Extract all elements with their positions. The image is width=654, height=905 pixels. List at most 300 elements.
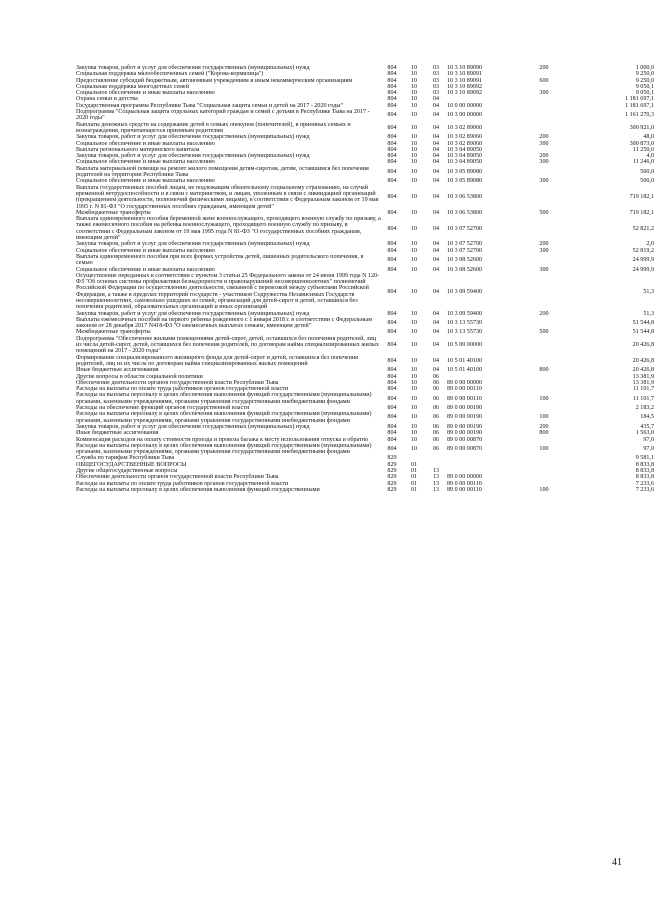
row-vr-code: 200 bbox=[539, 134, 549, 141]
row-sum: 48,0 bbox=[643, 134, 654, 141]
row-pr-code: 10 bbox=[410, 178, 418, 185]
row-sum: 2 183,2 bbox=[635, 405, 654, 412]
table-row bbox=[76, 216, 654, 241]
row-name: Расходы на выплаты персоналу в целях обеспечения выполнения функций государственными (муниципальными) органами, казенными учреждениями, органами управления государственными внебюджетными фондами bbox=[76, 392, 372, 405]
row-csr-code: 89 0 00 00190 bbox=[447, 423, 483, 430]
row-csr-code: 10 3 07 52700 bbox=[447, 225, 483, 232]
row-sum: 184,5 bbox=[640, 414, 654, 421]
row-ps-code: 06 bbox=[432, 405, 440, 412]
row-ps-code: 04 bbox=[432, 153, 440, 160]
row-pr-code: 10 bbox=[410, 168, 418, 175]
row-sum: 7 233,6 bbox=[635, 486, 654, 493]
table-row bbox=[76, 487, 654, 493]
row-pr-code: 10 bbox=[410, 357, 418, 364]
row-sum: 24 999,9 bbox=[632, 266, 654, 273]
row-vr-code bbox=[527, 216, 561, 241]
row-csr-code: 10 5 00 00000 bbox=[447, 342, 483, 349]
row-ps-code: 04 bbox=[432, 124, 440, 131]
row-csr-code: 10 3 10 89092 bbox=[447, 90, 483, 97]
row-csr-code: 10 3 05 89080 bbox=[447, 168, 483, 175]
row-vr-code: 200 bbox=[539, 241, 549, 248]
row-name: Расходы на выплаты персоналу в целях обеспечения выполнения функций государственными (муниципальными) органами, казенными учреждениями, органами управления государственными внебюджетными фондами bbox=[76, 411, 372, 424]
row-rz-code: 804 bbox=[387, 124, 397, 131]
row-pr-code: 10 bbox=[410, 194, 418, 201]
row-ps-code: 06 bbox=[432, 414, 440, 421]
row-pr-code: 10 bbox=[410, 342, 418, 349]
row-sum: 500,0 bbox=[640, 178, 654, 185]
row-vr-code: 200 bbox=[539, 310, 549, 317]
row-sum: 11 246,0 bbox=[632, 159, 654, 166]
row-ps-code: 04 bbox=[432, 257, 440, 264]
row-sum: 500,0 bbox=[640, 168, 654, 175]
row-sum: 51 544,8 bbox=[632, 329, 654, 336]
row-pr-code: 10 bbox=[410, 159, 418, 166]
row-ps-code: 06 bbox=[432, 423, 440, 430]
row-rz-code: 804 bbox=[387, 320, 397, 327]
row-name: Социальная поддержка многодетных семей bbox=[76, 83, 189, 90]
row-name: Социальное обеспечение и иные выплаты населению bbox=[76, 247, 215, 254]
row-pr-code: 10 bbox=[410, 247, 418, 254]
row-ps-code: 06 bbox=[432, 373, 440, 380]
row-rz-code: 804 bbox=[387, 310, 397, 317]
row-csr-code: 89 0 00 00870 bbox=[447, 436, 483, 443]
row-rz-code: 804 bbox=[387, 379, 397, 386]
row-csr-code: 10 3 02 89060 bbox=[447, 124, 483, 131]
row-ps-code: 03 bbox=[432, 77, 440, 84]
row-rz-code: 804 bbox=[387, 373, 397, 380]
row-rz-code: 829 bbox=[387, 468, 397, 474]
row-name: Закупка товаров, работ и услуг для обеспечения государственных (муниципальных) нужд bbox=[76, 310, 310, 317]
row-name: Формирование специализированного жилищного фонда для детей-сирот и детей, оставшихся без попечения родителей, лиц из их числа по договорам найма специализированных жилых помещений bbox=[76, 354, 358, 367]
row-ps-code: 13 bbox=[432, 486, 440, 493]
row-csr-code: 89 0 00 00190 bbox=[447, 414, 483, 421]
row-csr-code: 10 3 07 52700 bbox=[447, 247, 483, 254]
row-name: Выплата регионального материнского капитала bbox=[76, 146, 200, 153]
row-sum: 8 833,8 bbox=[635, 461, 654, 468]
row-vr-code bbox=[527, 109, 561, 122]
row-ps-code: 04 bbox=[432, 225, 440, 232]
row-pr-code: 10 bbox=[410, 153, 418, 160]
row-vr-code: 300 bbox=[539, 159, 549, 166]
row-pr-code: 10 bbox=[410, 329, 418, 336]
row-sum: 51,3 bbox=[643, 288, 654, 295]
row-csr-code: 89 0 00 00000 bbox=[447, 379, 483, 386]
row-ps-code: 04 bbox=[432, 140, 440, 147]
row-csr-code: 10 3 10 89091 bbox=[447, 77, 483, 84]
row-name: Социальное обеспечение и иные выплаты населению bbox=[76, 140, 215, 147]
row-rz-code: 804 bbox=[387, 430, 397, 437]
table-row bbox=[76, 317, 654, 330]
table-row bbox=[76, 185, 654, 210]
row-csr-code: 10 3 10 89091 bbox=[447, 71, 483, 78]
row-csr-code: 10 3 10 89090 bbox=[447, 65, 483, 71]
row-pr-code: 10 bbox=[410, 96, 418, 103]
row-sum: 8 833,8 bbox=[635, 468, 654, 474]
row-sum: 8 833,8 bbox=[635, 474, 654, 481]
row-name: Обеспечение деятельности органов государственной власти Республики Тыва bbox=[76, 379, 279, 386]
row-sum: 1 000,0 bbox=[635, 65, 654, 71]
row-vr-code bbox=[527, 355, 561, 368]
row-name: Социальное обеспечение и иные выплаты населению bbox=[76, 266, 215, 273]
row-sum: 20 426,8 bbox=[632, 357, 654, 364]
row-pr-code: 10 bbox=[410, 373, 418, 380]
row-rz-code: 804 bbox=[387, 178, 397, 185]
row-vr-code bbox=[527, 254, 561, 267]
row-csr-code: 10 3 06 53800 bbox=[447, 194, 483, 201]
row-vr-code: 200 bbox=[539, 65, 549, 71]
row-pr-code: 10 bbox=[410, 90, 418, 97]
row-vr-code: 200 bbox=[539, 153, 549, 160]
row-pr-code: 10 bbox=[410, 83, 418, 90]
row-csr-code: 10 3 06 53800 bbox=[447, 209, 483, 216]
row-name: Иные бюджетные ассигнования bbox=[76, 367, 159, 374]
row-pr-code: 10 bbox=[410, 241, 418, 248]
row-sum: 9 250,0 bbox=[635, 71, 654, 78]
row-rz-code: 804 bbox=[387, 367, 397, 374]
row-ps-code: 04 bbox=[432, 367, 440, 374]
row-pr-code: 10 bbox=[410, 430, 418, 437]
row-sum: 52 819,2 bbox=[632, 247, 654, 254]
row-rz-code: 804 bbox=[387, 71, 397, 78]
row-sum: 13 381,9 bbox=[632, 379, 654, 386]
row-sum: 7 233,6 bbox=[635, 480, 654, 487]
row-vr-code: 100 bbox=[539, 414, 549, 421]
row-ps-code: 13 bbox=[432, 480, 440, 487]
row-sum: 1 161 270,3 bbox=[625, 112, 654, 119]
row-pr-code: 10 bbox=[410, 379, 418, 386]
row-name: ОБЩЕГОСУДАРСТВЕННЫЕ ВОПРОСЫ bbox=[76, 461, 187, 468]
row-pr-code: 10 bbox=[410, 146, 418, 153]
row-ps-code: 04 bbox=[432, 168, 440, 175]
row-ps-code: 04 bbox=[432, 96, 440, 103]
row-rz-code: 804 bbox=[387, 436, 397, 443]
row-vr-code: 300 bbox=[539, 140, 549, 147]
row-rz-code: 804 bbox=[387, 423, 397, 430]
row-sum: 9 050,1 bbox=[635, 83, 654, 90]
row-pr-code: 10 bbox=[410, 140, 418, 147]
row-ps-code: 04 bbox=[432, 329, 440, 336]
row-ps-code: 04 bbox=[432, 247, 440, 254]
row-ps-code: 06 bbox=[432, 430, 440, 437]
row-ps-code: 03 bbox=[432, 71, 440, 78]
row-csr-code: 89 0 00 00110 bbox=[447, 386, 482, 393]
table-row bbox=[76, 355, 654, 368]
row-vr-code: 300 bbox=[539, 247, 549, 254]
row-rz-code: 804 bbox=[387, 445, 397, 452]
row-name: Расходы на обеспечение функций органов государственной власти bbox=[76, 405, 250, 412]
row-pr-code: 01 bbox=[410, 486, 418, 493]
row-name: Социальное обеспечение и иные выплаты населению bbox=[76, 178, 215, 185]
row-rz-code: 804 bbox=[387, 96, 397, 103]
table-row bbox=[76, 411, 654, 424]
budget-table bbox=[76, 65, 654, 493]
row-ps-code: 04 bbox=[432, 178, 440, 185]
row-name: Компенсация расходов на оплату стоимости проезда и провоза багажа к месту использования отпуска и обратно bbox=[76, 436, 369, 443]
row-name: Закупка товаров, работ и услуг для обеспечения государственных (муниципальных) нужд bbox=[76, 65, 310, 71]
row-pr-code: 10 bbox=[410, 395, 418, 402]
row-name: Другие общегосударственные вопросы bbox=[76, 468, 178, 474]
row-name: Расходы на выплаты по оплате труда работников органов государственной власти bbox=[76, 480, 289, 487]
row-csr-code: 10 3 08 52600 bbox=[447, 257, 483, 264]
row-pr-code: 10 bbox=[410, 225, 418, 232]
row-name: Государственная программа Республики Тыва "Социальная защита семьи и детей на 2017 - 2020 годы" bbox=[76, 102, 343, 109]
row-rz-code: 804 bbox=[387, 159, 397, 166]
row-csr-code: 10 3 00 00000 bbox=[447, 112, 483, 119]
row-name: Выплаты ежемесячных пособий на первого ребенка рожденного с 1 января 2018 г. в соответствии с Федеральным законом от 28 декабря 2017 N418-ФЗ "О ежемесячных выплатах семьям, имеющим детей" bbox=[76, 316, 372, 330]
row-vr-code bbox=[527, 185, 561, 210]
row-pr-code: 10 bbox=[410, 320, 418, 327]
row-rz-code: 804 bbox=[387, 65, 397, 71]
row-ps-code: 03 bbox=[432, 90, 440, 97]
row-sum: 719 182,1 bbox=[629, 194, 654, 201]
row-pr-code: 10 bbox=[410, 266, 418, 273]
row-pr-code: 10 bbox=[410, 134, 418, 141]
row-sum: 2,0 bbox=[646, 241, 654, 248]
table-row bbox=[76, 392, 654, 405]
row-pr-code: 10 bbox=[410, 445, 418, 452]
row-rz-code: 829 bbox=[387, 461, 397, 468]
row-csr-code: 89 0 00 00110 bbox=[447, 486, 482, 493]
row-vr-code bbox=[527, 166, 561, 179]
row-vr-code: 100 bbox=[539, 445, 549, 452]
row-pr-code: 10 bbox=[410, 209, 418, 216]
row-sum: 97,0 bbox=[643, 445, 654, 452]
row-pr-code: 10 bbox=[410, 288, 418, 295]
row-ps-code: 04 bbox=[432, 357, 440, 364]
row-vr-code bbox=[527, 336, 561, 355]
row-sum: 719 182,1 bbox=[629, 209, 654, 216]
row-name: Закупка товаров, работ и услуг для обеспечения государственных (муниципальных) нужд bbox=[76, 153, 310, 160]
row-csr-code: 10 3 10 89092 bbox=[447, 83, 483, 90]
row-sum: 1 563,0 bbox=[635, 430, 654, 437]
row-sum: 11 250,0 bbox=[632, 146, 654, 153]
row-rz-code: 804 bbox=[387, 77, 397, 84]
row-vr-code: 300 bbox=[539, 178, 549, 185]
row-csr-code: 89 0 00 00110 bbox=[447, 395, 482, 402]
row-rz-code: 804 bbox=[387, 241, 397, 248]
row-ps-code: 03 bbox=[432, 83, 440, 90]
row-vr-code: 500 bbox=[539, 329, 549, 336]
row-name: Подпрограмма "Обеспечение жилыми помещениями детей-сирот, детей, оставшихся без попечения родителей, лиц из числа детей-сирот, детей, оставшихся без попечения родителей, по договорам найма специализированных жилых помещений на 2017 - 2020 годы" bbox=[76, 335, 379, 355]
row-vr-code: 300 bbox=[539, 266, 549, 273]
row-ps-code: 06 bbox=[432, 379, 440, 386]
row-ps-code: 06 bbox=[432, 445, 440, 452]
row-pr-code: 10 bbox=[410, 310, 418, 317]
row-pr-code: 01 bbox=[410, 480, 418, 487]
table-row bbox=[76, 273, 654, 311]
row-csr-code: 10 3 08 52600 bbox=[447, 266, 483, 273]
row-name: Социальное обеспечение и иные выплаты населению bbox=[76, 159, 215, 166]
row-rz-code: 829 bbox=[387, 474, 397, 481]
row-rz-code: 804 bbox=[387, 146, 397, 153]
row-name: Социальное обеспечение и иные выплаты населению bbox=[76, 90, 215, 97]
row-pr-code: 10 bbox=[410, 71, 418, 78]
row-name: Подпрограмма "Социальная защита отдельных категорий граждан и семей с детьми в Республике Тыва на 2017 - 2020 годы" bbox=[76, 109, 370, 122]
row-name: Предоставление субсидий бюджетным, автономным учреждениям и иным некоммерческим организациям bbox=[76, 77, 353, 84]
row-ps-code: 04 bbox=[432, 342, 440, 349]
table-row bbox=[76, 166, 654, 179]
row-rz-code: 804 bbox=[387, 134, 397, 141]
row-name: Закупка товаров, работ и услуг для обеспечения государственных (муниципальных) нужд bbox=[76, 134, 310, 141]
row-name: Выплата государственных пособий лицам, не подлежащим обязательному социальному страхованию, на случай временной нетрудоспособности и в связи с материнством, и лицам, уволенным в связи с ликвидацией организаций (прекращением деятельности, полномочий физическими лицами), в соответствии с Федеральным законом от 19 мая 1995 г. N 81-ФЗ "О государственных пособиях гражданам, имеющим детей" bbox=[76, 184, 379, 210]
row-rz-code: 829 bbox=[387, 486, 397, 493]
row-csr-code: 10 3 07 52700 bbox=[447, 241, 483, 248]
row-ps-code: 13 bbox=[432, 468, 440, 474]
row-sum: 97,0 bbox=[643, 436, 654, 443]
row-csr-code: 10 3 04 89050 bbox=[447, 153, 483, 160]
row-ps-code: 04 bbox=[432, 320, 440, 327]
row-pr-code: 10 bbox=[410, 405, 418, 412]
row-name: Социальная поддержка малообеспеченных семей ("Корова-кормилица") bbox=[76, 71, 264, 78]
row-csr-code: 89 0 00 00110 bbox=[447, 480, 482, 487]
row-ps-code: 06 bbox=[432, 436, 440, 443]
row-sum: 300 921,0 bbox=[629, 124, 654, 131]
row-pr-code: 10 bbox=[410, 386, 418, 393]
row-rz-code: 804 bbox=[387, 405, 397, 412]
row-csr-code: 10 5 01 40100 bbox=[447, 357, 483, 364]
row-vr-code bbox=[527, 317, 561, 330]
row-sum: 51 544,8 bbox=[632, 320, 654, 327]
row-csr-code: 10 3 04 89050 bbox=[447, 146, 483, 153]
row-vr-code bbox=[527, 273, 561, 311]
page-number: 41 bbox=[612, 857, 622, 868]
row-vr-code: 100 bbox=[539, 395, 549, 402]
row-sum: 11 101,7 bbox=[632, 386, 654, 393]
row-rz-code: 804 bbox=[387, 209, 397, 216]
row-csr-code: 10 3 05 89080 bbox=[447, 178, 483, 185]
row-rz-code: 804 bbox=[387, 168, 397, 175]
row-vr-code: 100 bbox=[539, 486, 549, 493]
row-name: Закупка товаров, работ и услуг для обеспечения государственных (муниципальных) нужд bbox=[76, 423, 310, 430]
row-name: Другие вопросы в области социальной политики bbox=[76, 373, 203, 380]
row-ps-code: 04 bbox=[432, 266, 440, 273]
row-ps-code: 04 bbox=[432, 288, 440, 295]
row-csr-code: 10 3 02 89060 bbox=[447, 140, 483, 147]
row-name: Выплаты денежных средств на содержание детей в семьях опекунов (попечителей), в приемных семьях и вознаграждения, причитающегося приемным родителям bbox=[76, 121, 351, 134]
row-sum: 9 250,0 bbox=[635, 77, 654, 84]
row-rz-code: 804 bbox=[387, 247, 397, 254]
row-csr-code: 89 0 00 00190 bbox=[447, 405, 483, 412]
row-ps-code: 04 bbox=[432, 159, 440, 166]
table-row bbox=[76, 336, 654, 355]
row-rz-code: 804 bbox=[387, 83, 397, 90]
row-pr-code: 01 bbox=[410, 468, 418, 474]
row-rz-code: 804 bbox=[387, 102, 397, 109]
row-rz-code: 804 bbox=[387, 112, 397, 119]
row-name: Расходы на выплаты персоналу в целях обеспечения выполнения функций государственными (муниципальными) органами, казенными учреждениями, органами управления государственными внебюджетными фондами bbox=[76, 442, 372, 456]
row-vr-code: 800 bbox=[539, 367, 549, 374]
row-pr-code: 10 bbox=[410, 423, 418, 430]
row-pr-code: 10 bbox=[410, 65, 418, 71]
row-pr-code: 10 bbox=[410, 414, 418, 421]
row-rz-code: 804 bbox=[387, 395, 397, 402]
table-row bbox=[76, 122, 654, 135]
row-rz-code: 804 bbox=[387, 153, 397, 160]
row-sum: 20 426,8 bbox=[632, 342, 654, 349]
row-ps-code: 04 bbox=[432, 241, 440, 248]
row-sum: 13 381,9 bbox=[632, 373, 654, 380]
row-sum: 51,3 bbox=[643, 310, 654, 317]
row-sum: 1 181 697,1 bbox=[625, 102, 654, 109]
row-rz-code: 804 bbox=[387, 90, 397, 97]
row-rz-code: 804 bbox=[387, 357, 397, 364]
row-sum: 20 426,8 bbox=[632, 367, 654, 374]
row-ps-code: 04 bbox=[432, 112, 440, 119]
row-ps-code: 04 bbox=[432, 209, 440, 216]
row-rz-code: 804 bbox=[387, 194, 397, 201]
row-rz-code: 829 bbox=[387, 455, 397, 462]
row-rz-code: 804 bbox=[387, 257, 397, 264]
row-rz-code: 804 bbox=[387, 386, 397, 393]
row-sum: 11 101,7 bbox=[632, 395, 654, 402]
row-name: Осуществление переданных в соответствии с пунктом 3 статьи 25 Федерального закона от 24 июня 1999 года N 120-ФЗ "Об основах системы профилактики безнадзорности и правонарушений несовершеннолетних" полномочий Российской Федерации по осуществлению деятельности, связанной с перевозкой между субъектами Российской Федерации, а также в пределах территорий государств - участников Содружества Независимых Государств несовершеннолетних, самовольно ушедших из семей, организаций для детей-сирот и детей, оставшихся без попечения родителей, образовательных организаций и иных организаций bbox=[76, 272, 380, 311]
row-pr-code: 10 bbox=[410, 124, 418, 131]
row-ps-code: 03 bbox=[432, 65, 440, 71]
row-name: Выплата материальной помощи на ремонт жилого помещения детям-сиротам, детям, оставшимся без попечения родителей на территории Республики Тыва bbox=[76, 165, 369, 179]
table-row bbox=[76, 109, 654, 122]
table-row bbox=[76, 443, 654, 456]
row-name: Служба по тарифам Республики Тыва bbox=[76, 455, 175, 462]
row-rz-code: 804 bbox=[387, 414, 397, 421]
row-sum: 24 999,9 bbox=[632, 257, 654, 264]
row-ps-code: 04 bbox=[432, 134, 440, 141]
row-csr-code: 89 0 00 00190 bbox=[447, 430, 483, 437]
row-pr-code: 10 bbox=[410, 112, 418, 119]
row-csr-code: 10 3 13 55730 bbox=[447, 329, 483, 336]
row-rz-code: 829 bbox=[387, 480, 397, 487]
row-csr-code: 10 5 01 40100 bbox=[447, 367, 483, 374]
row-name: Обеспечение деятельности органов государственной власти Республики Тыва bbox=[76, 474, 279, 481]
row-csr-code: 10 3 09 59400 bbox=[447, 288, 483, 295]
row-name: Иные бюджетные ассигнования bbox=[76, 430, 159, 437]
row-csr-code: 89 0 00 00000 bbox=[447, 474, 483, 481]
row-sum: 435,7 bbox=[640, 423, 654, 430]
row-ps-code: 06 bbox=[432, 386, 440, 393]
row-ps-code: 04 bbox=[432, 102, 440, 109]
row-pr-code: 10 bbox=[410, 436, 418, 443]
row-vr-code: 600 bbox=[539, 77, 549, 84]
row-vr-code: 500 bbox=[539, 209, 549, 216]
row-vr-code: 800 bbox=[539, 430, 549, 437]
row-csr-code: 89 0 00 00870 bbox=[447, 445, 483, 452]
row-name: Охрана семьи и детства bbox=[76, 96, 138, 103]
row-pr-code: 10 bbox=[410, 367, 418, 374]
row-name: Выплата единовременного пособия при всех формах устройства детей, лишенных родительского попечения, в семью bbox=[76, 253, 364, 267]
row-pr-code: 01 bbox=[410, 461, 418, 468]
row-pr-code: 01 bbox=[410, 474, 418, 481]
row-sum: 9 581,1 bbox=[635, 455, 654, 462]
row-ps-code: 06 bbox=[432, 395, 440, 402]
table-row bbox=[76, 254, 654, 267]
row-rz-code: 804 bbox=[387, 342, 397, 349]
row-name: Расходы на выплаты по оплате труда работников органов государственной власти bbox=[76, 386, 289, 393]
row-csr-code: 10 3 13 55730 bbox=[447, 320, 483, 327]
row-vr-code: 200 bbox=[539, 423, 549, 430]
row-name: Выплата единовременного пособия беременной жене военнослужащего, проходящего военную службу по призыву, а также ежемесячного пособия на ребенка военнослужащего, проходящего военную службу по призыву, в соответствии с Федеральным законом от 19 мая 1995 года N 81-ФЗ "О государственных пособиях гражданам, имеющим детей" bbox=[76, 216, 381, 242]
row-rz-code: 804 bbox=[387, 266, 397, 273]
row-name: Межбюджетные трансферты bbox=[76, 209, 151, 216]
row-sum: 1 181 697,1 bbox=[625, 96, 654, 103]
row-ps-code: 13 bbox=[432, 474, 440, 481]
row-sum: 9 050,1 bbox=[635, 90, 654, 97]
row-pr-code: 10 bbox=[410, 102, 418, 109]
row-ps-code: 04 bbox=[432, 194, 440, 201]
row-vr-code: 300 bbox=[539, 90, 549, 97]
row-ps-code: 04 bbox=[432, 310, 440, 317]
row-pr-code: 10 bbox=[410, 77, 418, 84]
row-sum: 300 873,0 bbox=[629, 140, 654, 147]
row-rz-code: 804 bbox=[387, 288, 397, 295]
